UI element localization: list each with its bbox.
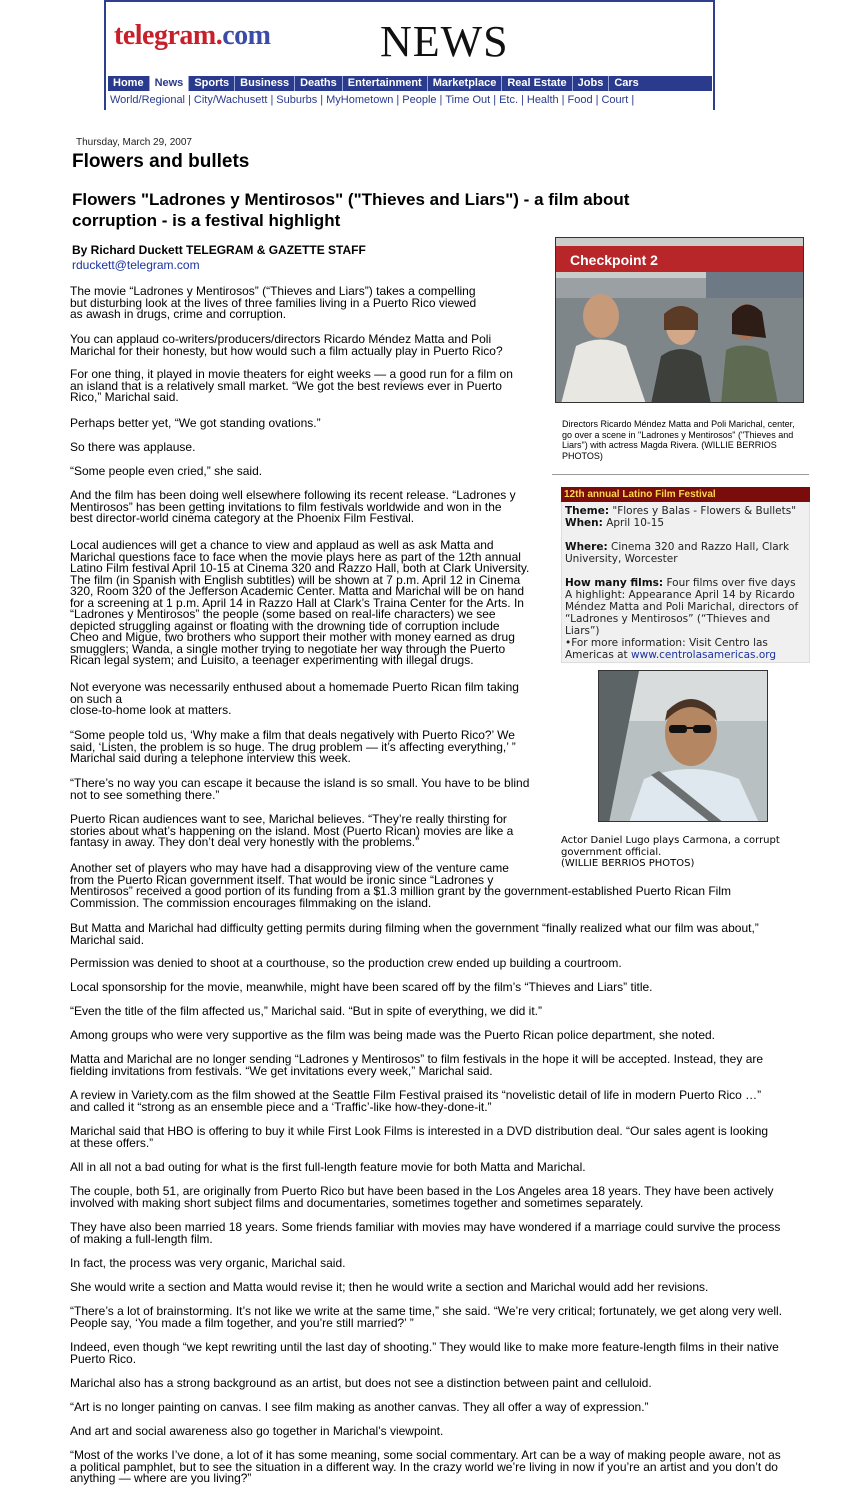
article-paragraph: Indeed, even though “we kept rewriting until the last day of shooting.” They would like to make more feature-length films in their native Puerto Rico. — [70, 1340, 779, 1366]
subnav-separator: | — [631, 94, 635, 106]
directors-photo — [555, 237, 804, 403]
article-paragraph: “There’s a lot of brainstorming. It’s not like we write at the same time,” she said. “We’re very critical; fortunately, we get along very well. People say, ‘You made a film together, and you’re still married?’ ” — [70, 1304, 783, 1330]
subnav-separator: | — [270, 94, 274, 106]
festival-info-header: 12th annual Latino Film Festival — [561, 487, 810, 502]
byline: By Richard Duckett TELEGRAM & GAZETTE STAFF — [72, 243, 366, 257]
subnav-separator: | — [439, 94, 443, 106]
article-paragraph: “Most of the works I’ve done, a lot of it has some meaning, some social commentary. Art can be a way of making people aware, not as a political pamphlet, but to see the situation in a different way. In the crazy world we’re living in now if you’re an artist and you don’t do anything — where are you living?” — [70, 1448, 781, 1485]
nav-item-entertainment[interactable]: Entertainment — [343, 76, 428, 91]
festival-how-many: How many films: Four films over five days — [565, 577, 796, 589]
subnav-separator: | — [595, 94, 599, 106]
article-paragraph: Local audiences will get a chance to view and applaud as well as ask Matta and Marichal questions face to face when the movie plays here as part of the 12th annual Latino Film festival April 10-15 at Cinema 320 and Razzo Hall, both at Clark University. The film (in Spanish with English subtitles) will be shown at 7 p.m. April 12 in Cinema 320, Room 320 of the Jefferson Academic Center. Matta and Marichal will be on hand for a screening at 1 p.m. April 14 in Razzo Hall at Clark’s Traina Center for the Arts. In “Ladrones y Mentirosos” the people (some based on real-life characters) we see depicted struggling against or floating with the drowning tide of corruption include Cheo and Migue, two brothers who support their mother with money earned as drug smugglers; Wanda, a single mother trying to negotiate her way through the Puerto Rican legal system; and Luisito, a teenager experimenting with illegal drugs. — [70, 538, 530, 667]
section-title: NEWS — [380, 17, 509, 66]
subnav-item-food[interactable]: Food — [567, 94, 593, 106]
directors-photo-caption: Directors Ricardo Méndez Matta and Poli Marichal, center, go over a scene in "Ladrones y Mentirosos" ("Thieves and Liars") with actress Magda Rivera. (WILLIE BERRIOS PHOTOS) — [562, 419, 795, 461]
logo-dot: . — [215, 20, 223, 51]
sub-nav — [110, 94, 637, 106]
article-paragraph: Marichal said that HBO is offering to buy it while First Look Films is interested in a DVD distribution deal. “Our sales agent is looking at these offers.” — [70, 1124, 769, 1150]
nav-item-jobs[interactable]: Jobs — [573, 76, 610, 91]
checkpoint-sign-text: Checkpoint 2 — [570, 252, 658, 268]
centro-link[interactable]: www.centrolasamericas.org — [631, 649, 777, 661]
festival-highlight: A highlight: Appearance April 14 by Ricardo Méndez Matta and Poli Marichal, directors of “Ladrones y Mentirosos” (“Thieves and Liars”) — [565, 589, 799, 637]
subnav-separator: | — [521, 94, 524, 106]
subnav-item-time-out[interactable]: Time Out — [445, 94, 491, 106]
author-email-link[interactable]: rduckett@telegram.com — [72, 258, 200, 272]
article-paragraph: “Art is no longer painting on canvas. I see film making as another canvas. They all offer a way of expression.” — [70, 1400, 649, 1414]
actor-photo-caption: Actor Daniel Lugo plays Carmona, a corrupt government official. (WILLIE BERRIOS PHOTOS) — [561, 835, 780, 869]
nav-item-home[interactable]: Home — [108, 76, 150, 91]
article-paragraph: For one thing, it played in movie theaters for eight weeks — a good run for a film on an island that is a relatively small market. “We got the best reviews ever in Puerto Rico,” Marichal said. — [70, 367, 513, 404]
article-paragraph: And the film has been doing well elsewhere following its recent release. “Ladrones y Mentirosos” has been getting invitations to film festivals worldwide and won in the best director-world cinema category at the Phoenix Film Festival. — [70, 488, 516, 525]
subnav-separator: | — [188, 94, 191, 106]
festival-when: When: April 10-15 — [565, 517, 665, 529]
article-paragraph: A review in Variety.com as the film showed at the Seattle Film Festival praised its “novelistic detail of life in modern Puerto Rico …” and called it “strong as an ensemble piece and a ‘Traffic’-like how-they-done-it.” — [70, 1088, 762, 1114]
article-paragraph: But Matta and Marichal had difficulty getting permits during filming when the government “finally realized what our film was about,” Marichal said. — [70, 921, 759, 947]
subnav-separator: | — [561, 94, 565, 106]
article-paragraph: And art and social awareness also go together in Marichal’s viewpoint. — [70, 1424, 444, 1438]
article-paragraph: Another set of players who may have had a disapproving view of the venture came from the Puerto Rican government itself. That would be ironic since “Ladrones y Mentirosos” received a good portion of its funding from a $1.3 million grant by the government-established Puerto Rican Film Commission. The commission encourages filmmaking on the island. — [70, 861, 732, 910]
actor-photo-image — [599, 671, 768, 822]
nav-item-cars[interactable]: Cars — [614, 77, 639, 89]
article-paragraph: You can applaud co-writers/producers/directors Ricardo Méndez Matta and Poli Marichal for their honesty, but how would such a film actually play in Puerto Rico? — [70, 332, 503, 358]
divider — [552, 474, 809, 475]
subnav-item-people[interactable]: People — [402, 94, 437, 106]
article-paragraph: In fact, the process was very organic, Marichal said. — [70, 1256, 346, 1270]
nav-item-news[interactable]: News — [150, 76, 190, 91]
subnav-item-etc-[interactable]: Etc. — [499, 94, 519, 106]
nav-item-deaths[interactable]: Deaths — [295, 76, 343, 91]
nav-item-real-estate[interactable]: Real Estate — [502, 76, 572, 91]
article-paragraph: All in all not a bad outing for what is the first full-length feature movie for both Matta and Marichal. — [70, 1160, 586, 1174]
article-paragraph: “Some people told us, ‘Why make a film that deals negatively with Puerto Rico?’ We said, ‘Listen, the problem is so huge. The drug problem — it’s affecting everything,’ ” Marichal said during a telephone interview this week. — [70, 728, 516, 765]
article-paragraph: Marichal also has a strong background as an artist, but does not see a distinction between paint and celluloid. — [70, 1376, 652, 1390]
article-paragraph: “Even the title of the film affected us,” Marichal said. “But in spite of everything, we did it.” — [70, 1004, 542, 1018]
article-paragraph: Permission was denied to shoot at a courthouse, so the production crew ended up building a courtroom. — [70, 956, 622, 970]
festival-theme: Theme: "Flores y Balas - Flowers & Bullets" — [565, 505, 797, 517]
festival-more-info: •For more information: Visit Centro las Americas at www.centrolasamericas.org — [565, 637, 777, 661]
article-paragraph: “Some people even cried,” she said. — [70, 464, 263, 478]
subnav-item-world-regional[interactable]: World/Regional — [110, 94, 186, 106]
article-paragraph: The couple, both 51, are originally from Puerto Rico but have been based in the Los Angeles area 18 years. They have been actively involved with making short subject films and documentaries, sometimes together and sometimes separately. — [70, 1184, 774, 1210]
nav-item-marketplace[interactable]: Marketplace — [428, 76, 503, 91]
subnav-separator: | — [396, 94, 400, 106]
subnav-separator: | — [493, 94, 497, 106]
article-paragraph: Perhaps better yet, “We got standing ovations.” — [70, 416, 321, 430]
article-paragraph: Puerto Rican audiences want to see, Marichal believes. “They’re really thirsting for stories about what’s happening on the island. Most (Puerto Rican) movies are like a fantasy in away. They don’t deal very honestly with the problems.” — [70, 812, 514, 849]
article-paragraph: Local sponsorship for the movie, meanwhile, might have been scared off by the film’s “Thieves and Liars” title. — [70, 980, 653, 994]
article-paragraph: The movie “Ladrones y Mentirosos” (“Thieves and Liars”) takes a compelling but disturbing look at the lives of three families living in a Puerto Rico viewed as awash in drugs, crime and corruption. — [70, 284, 477, 321]
article-paragraph: “There’s no way you can escape it because the island is so small. You have to be blind not to see something there.” — [70, 776, 530, 802]
article-paragraph: So there was applause. — [70, 440, 196, 454]
actor-photo — [598, 670, 768, 822]
article-paragraph: Among groups who were very supportive as the film was being made was the Puerto Rican police department, she noted. — [70, 1028, 716, 1042]
subnav-item-city-wachusett[interactable]: City/Wachusett — [193, 94, 268, 106]
article-title: Flowers and bullets — [72, 151, 250, 172]
festival-where: Where: Cinema 320 and Razzo Hall, Clark University, Worcester — [565, 541, 790, 565]
subnav-separator: | — [320, 94, 324, 106]
subnav-item-myhometown[interactable]: MyHometown — [326, 94, 394, 106]
nav-item-business[interactable]: Business — [235, 76, 295, 91]
article-paragraph: Not everyone was necessarily enthused about a homemade Puerto Rican film taking on such a close-to-home look at matters. — [70, 680, 519, 717]
article-subtitle: Flowers "Ladrones y Mentirosos" ("Thieves and Liars") - a film about corruption - is a festival highlight — [72, 190, 630, 230]
article-paragraph: They have also been married 18 years. Some friends familiar with movies may have wondered if a marriage could survive the process of making a full-length film. — [70, 1220, 781, 1246]
subnav-item-health[interactable]: Health — [526, 94, 559, 106]
site-logo[interactable] — [114, 20, 270, 52]
logo-com: com — [222, 20, 271, 51]
article-paragraph: She would write a section and Matta would revise it; then he would write a section and Marichal would add her revisions. — [70, 1280, 709, 1294]
directors-photo-image — [556, 238, 804, 403]
article-date: Thursday, March 29, 2007 — [76, 137, 192, 148]
nav-item-sports[interactable]: Sports — [189, 76, 235, 91]
logo-telegram: telegram — [114, 20, 216, 51]
subnav-item-court[interactable]: Court — [601, 94, 629, 106]
article-paragraph: Matta and Marichal are no longer sending “Ladrones y Mentirosos” to film festivals in the hope it will be accepted. Instead, they are fielding invitations from festivals. “We get invitations every week,” Marichal said. — [70, 1052, 764, 1078]
subnav-item-suburbs[interactable]: Suburbs — [276, 94, 318, 106]
main-nav — [108, 76, 712, 91]
